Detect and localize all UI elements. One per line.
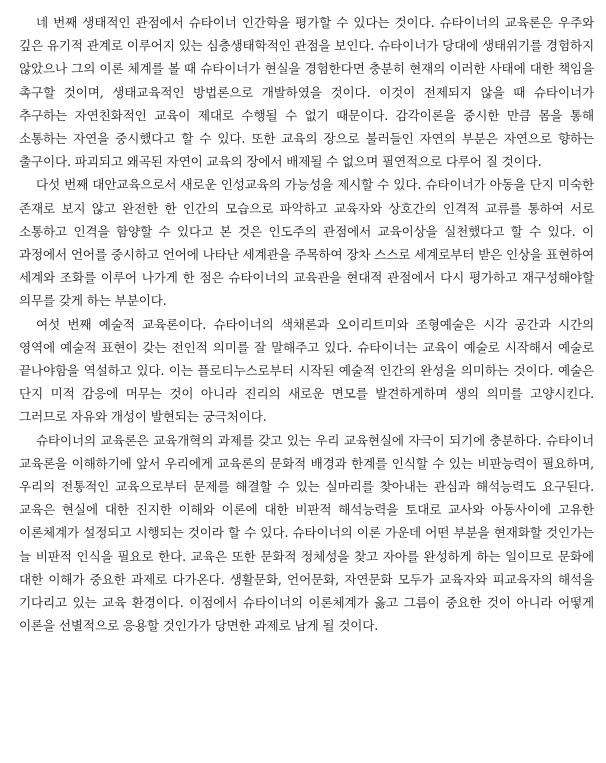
paragraph-artistic-education: 여섯 번째 예술적 교육론이다. 슈타이너의 색채론과 오이리트미와 조형예술은 시각 공간과 시간의 영역에 예술적 표현이 갖는 전인적 의미를 잘 말해주고 있다. 슈타이너는 교육이 예술로 시작해서 예술로 끝나야함을 역설하고 있다. 이는 플로티누스로부터 시작된 예술적 인간의 완성을 의미하는 것이다. 예술은 단지 미적 감응에 머무는 것이 아니라 진리의 새로운 면모를 발견하게하며 생의 의미를 고양시킨다. 그러므로 자유와 개성이 발현되는 궁극처이다. — [19, 316, 594, 425]
paragraph-ecological-perspective: 네 번째 생태적인 관점에서 슈타이너 인간학을 평가할 수 있다는 것이다. 슈타이너의 교육론은 우주와 깊은 유기적 관계로 이루어지 있는 심층생태학적인 관점을 보인다. 슈타이너가 당대에 생태위기를 경험하지 않았으나 그의 이론 체계를 볼 때 슈타이너가 현실을 경험한다면 충분히 현재의 이러한 사태에 대한 책임을 촉구할 것이며, 생태교육적인 방법론으로 개발하였을 것이다. 이것이 전제되지 않을 때 슈타이너가 추구하는 자연친화적인 교육이 제대로 수행될 수 없기 때문이다. 감각이론을 중시한 만큼 몸을 통해 소통하는 자연을 중시했다고 할 수 있다. 또한 교육의 장으로 불러들인 자연의 부분은 자연으로 향하는 출구이다. 파괴되고 왜곡된 자연이 교육의 장에서 배제될 수 없으며 필연적으로 다루어 질 것이다. — [19, 15, 594, 170]
paragraph-personality-education: 다섯 번째 대안교육으로서 새로운 인성교육의 가능성을 제시할 수 있다. 슈타이너가 아동을 단지 미숙한 존재로 보지 않고 완전한 한 인간의 모습으로 파악하고 교육자와 상호간의 인격적 교류를 통하여 서로 소통하고 인격을 함양할 수 있다고 본 것은 인도주의 관점에서 교육이상을 실천했다고 할 수 있다. 이 과정에서 언어를 중시하고 언어에 나타난 세계관을 주목하여 장차 스스로 세계로부터 받은 인상을 표현하여 세계와 조화를 이루어 나가게 한 점은 슈타이너의 교육관을 현대적 관점에서 다시 평가하고 재구성해야할 의무를 갖게 하는 부분이다. — [19, 177, 594, 309]
paragraph-conclusion: 슈타이너의 교육론은 교육개혁의 과제를 갖고 있는 우리 교육현실에 자극이 되기에 충분하다. 슈타이너 교육론을 이해하기에 앞서 우리에게 교육론의 문화적 배경과 한계를 인식할 수 있는 비판능력이 필요하며, 우리의 전통적인 교육으로부터 문제를 해결할 수 있는 실마리를 찾아내는 관심과 해석능력도 요구된다. 교육은 현실에 대한 진지한 이해와 이론에 대한 비판적 해석능력을 토대로 교사와 아동사이에 고유한 이론체계가 설정되고 시행되는 것이라 할 수 있다. 슈타이너의 이론 가운데 어떤 부분을 현재화할 것인가는 늘 비판적 인식을 필요로 한다. 교육은 또한 문화적 정체성을 찾고 자아를 완성하게 하는 일이므로 문화에 대한 이해가 중요한 과제로 다가온다. 생활문화, 언어문화, 자연문화 모두가 교육자와 피교육자의 해석을 기다리고 있는 교육 환경이다. 이점에서 슈타이너의 이론체계가 옳고 그름이 중요한 것이 아니라 어떻게 이론을 선별적으로 응용할 것인가가 당면한 과제로 남게 될 것이다. — [19, 432, 594, 634]
